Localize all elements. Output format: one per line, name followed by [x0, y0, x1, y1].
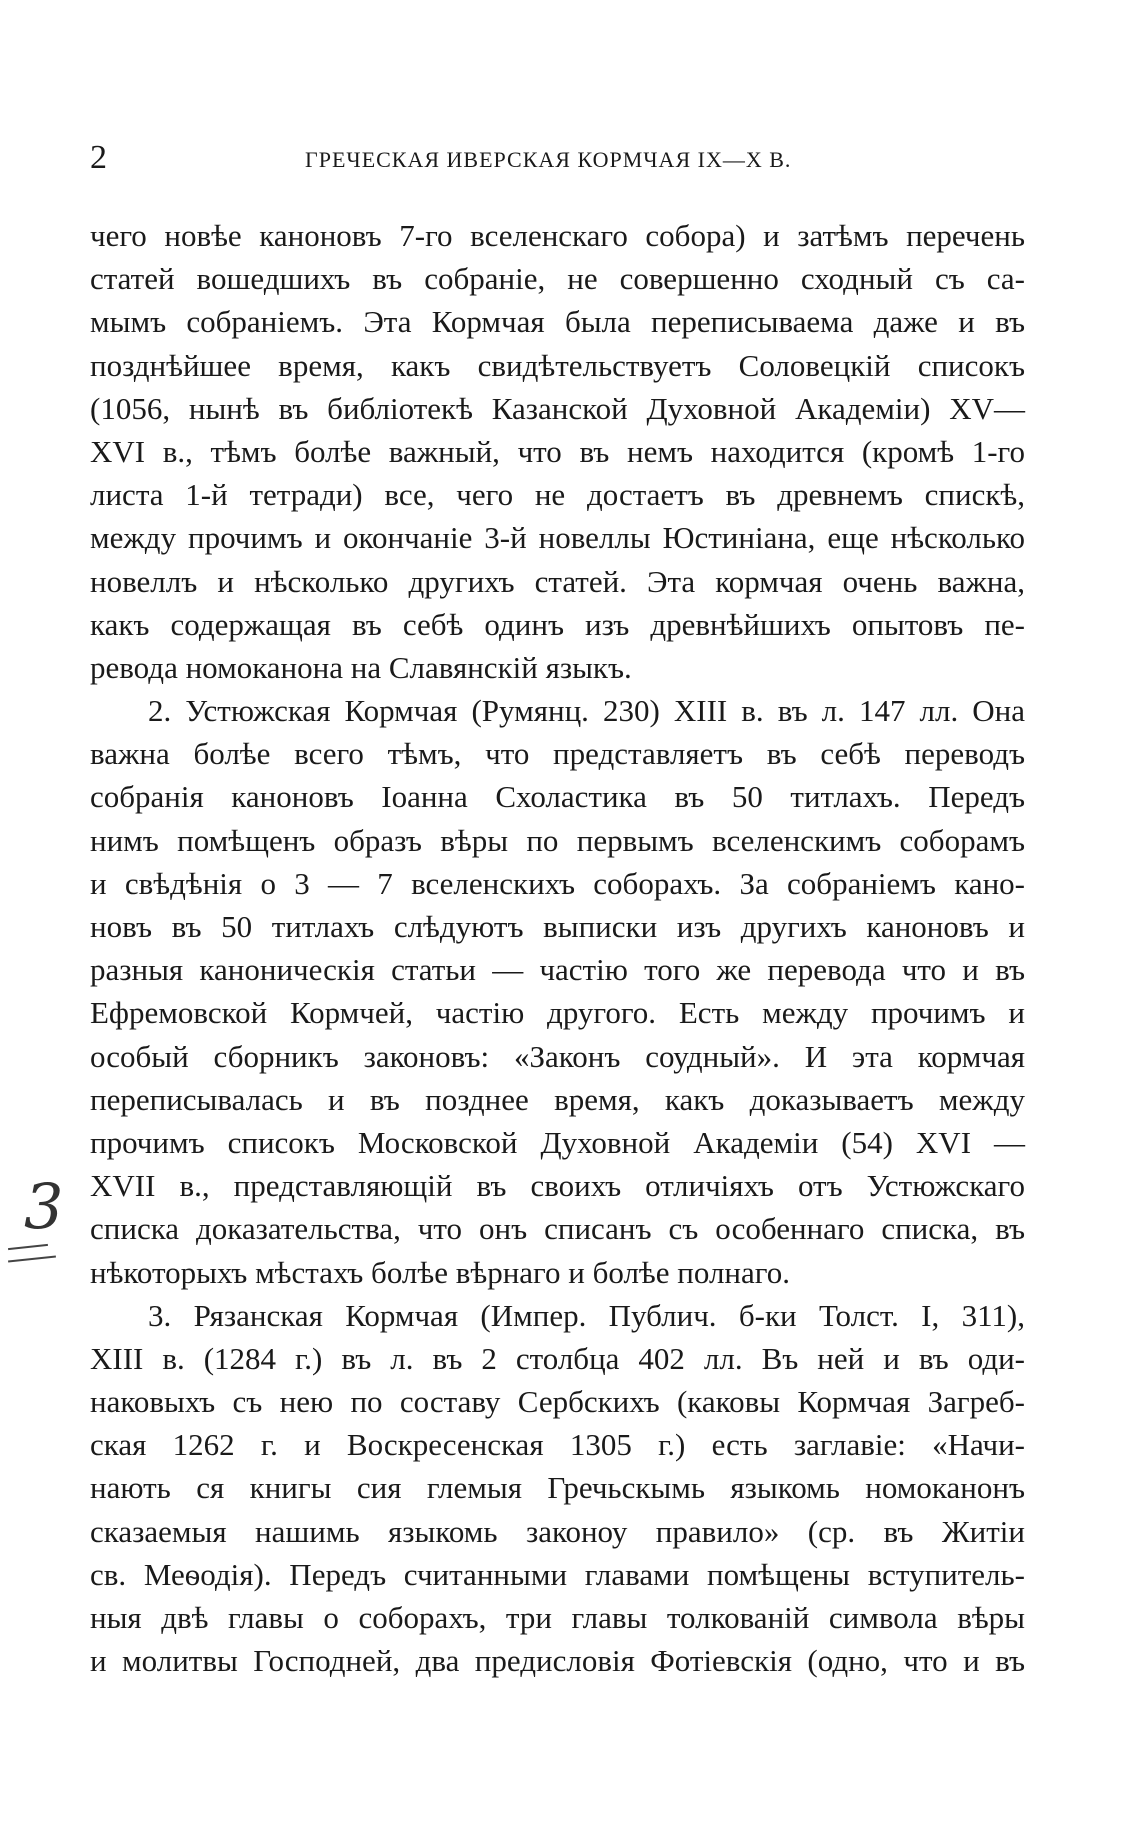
text-line: XVII в., представляющій въ своихъ отличіяхъ отъ Устюжскаго — [90, 1168, 1025, 1204]
text-line: и свѣдѣнія о 3 — 7 вселенскихъ соборахъ. За собраніемъ кано- — [90, 865, 1025, 901]
text-line: ревода номоканона на Славянскій языкъ. — [90, 649, 632, 685]
text-line: особый сборникъ законовъ: «Законъ соудный». И эта кормчая — [90, 1038, 1025, 1074]
text-line: (1056, нынѣ въ библіотекѣ Казанской Духовной Академіи) XV— — [90, 390, 1025, 426]
text-line: XIII в. (1284 г.) въ л. въ 2 столбца 402 лл. Въ ней и въ оди- — [90, 1340, 1025, 1376]
margin-annotation-stroke — [8, 1255, 56, 1262]
text-line: листа 1-й тетради) все, чего не достаетъ въ древнемъ спискѣ, — [90, 477, 1025, 513]
text-line: какъ содержащая въ себѣ одинъ изъ древнѣйшихъ опытовъ пе- — [90, 606, 1025, 642]
text-line: новъ въ 50 титлахъ слѣдуютъ выписки изъ другихъ каноновъ и — [90, 909, 1025, 944]
margin-annotation-stroke — [8, 1244, 48, 1250]
text-line: нимъ помѣщенъ образъ вѣры по первымъ вселенскимъ соборамъ — [90, 822, 1025, 858]
paragraph-start-line: 2. Устюжская Кормчая (Румянц. 230) XIII в. въ л. 147 лл. Она — [148, 693, 1025, 729]
margin-annotation — [8, 1170, 64, 1282]
page-number: 2 — [90, 139, 107, 176]
text-line: и молитвы Господней, два предисловія Фотіевскія (одно, что и въ — [90, 1643, 1025, 1679]
text-line: наковыхъ съ нею по составу Сербскихъ (каковы Кормчая Загреб- — [90, 1384, 1025, 1420]
page-header — [90, 138, 1030, 178]
text-line: нають ся книгы сия глемыя Гречьскымь языкомь номоканонъ — [90, 1470, 1025, 1506]
text-line: важна болѣе всего тѣмъ, что представляетъ въ себѣ переводъ — [90, 736, 1025, 772]
text-line: ныя двѣ главы о соборахъ, три главы толкованій символа вѣры — [90, 1600, 1025, 1635]
running-title: ГРЕЧЕСКАЯ ИВЕРСКАЯ КОРМЧАЯ IX—X В. — [305, 147, 792, 172]
text-line: между прочимъ и окончаніе 3-й новеллы Юстиніана, еще нѣсколько — [90, 520, 1025, 556]
paragraph-start-line: 3. Рязанская Кормчая (Импер. Публич. б-ки Толст. I, 311), — [148, 1297, 1025, 1333]
text-line: ская 1262 г. и Воскресенская 1305 г.) есть заглавіе: «Начи- — [90, 1427, 1025, 1463]
text-line: нѣкоторыхъ мѣстахъ болѣе вѣрнаго и болѣе полнаго. — [90, 1254, 790, 1290]
text-line: переписывалась и въ позднее время, какъ доказываетъ между — [90, 1081, 1025, 1117]
text-line: XVI в., тѣмъ болѣе важный, что въ немъ находится (кромѣ 1-го — [90, 433, 1025, 469]
margin-annotation-glyph: 3 — [24, 1170, 64, 1243]
text-line: собранія каноновъ Іоанна Схоластика въ 50 титлахъ. Передъ — [90, 779, 1025, 815]
text-line: сказаемыя нашимь языкомь законоу правило» (ср. въ Житіи — [90, 1513, 1025, 1549]
text-line: прочимъ списокъ Московской Духовной Академіи (54) XVI — — [90, 1124, 1025, 1160]
text-line: мымъ собраніемъ. Эта Кормчая была переписываема даже и въ — [90, 304, 1025, 340]
body-text — [90, 214, 1025, 1682]
text-line: списка доказательства, что онъ списанъ съ особеннаго списка, въ — [90, 1211, 1025, 1247]
text-line: Ефремовской Кормчей, частію другого. Есть между прочимъ и — [90, 995, 1025, 1031]
text-line: позднѣйшее время, какъ свидѣтельствуетъ Соловецкій списокъ — [90, 347, 1025, 383]
text-line: статей вошедшихъ въ собраніе, не совершенно сходный съ са- — [90, 261, 1025, 297]
text-line: св. Меѳодія). Передъ считанными главами помѣщены вступитель- — [90, 1556, 1025, 1592]
text-line: новеллъ и нѣсколько другихъ статей. Эта кормчая очень важна, — [90, 563, 1025, 599]
text-line: чего новѣе каноновъ 7-го вселенскаго собора) и затѣмъ перечень — [90, 218, 1025, 253]
text-line: разныя каноническія статьи — частію того же перевода что и въ — [90, 952, 1025, 988]
